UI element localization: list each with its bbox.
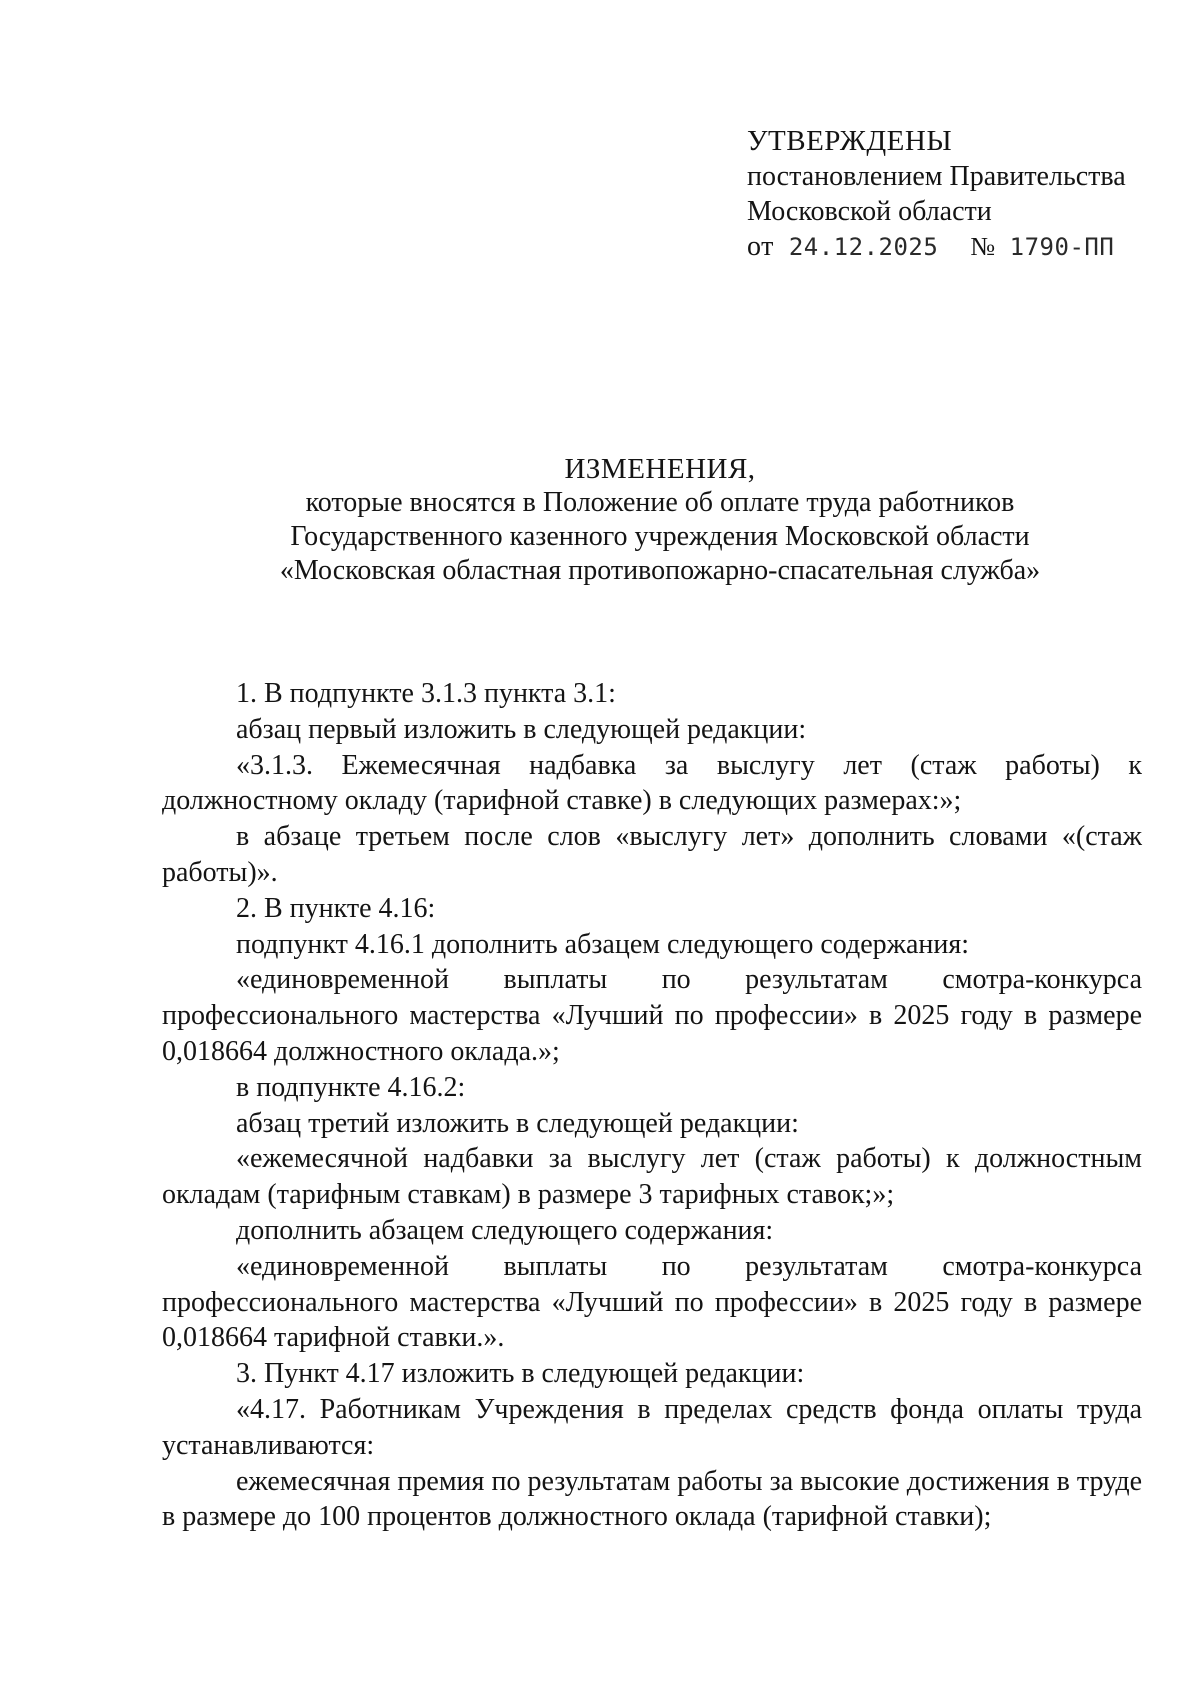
heading-title: ИЗМЕНЕНИЯ,: [564, 453, 756, 485]
paragraph: 2. В пункте 4.16:: [236, 892, 436, 924]
document-body: [162, 676, 1142, 1535]
paragraph: «ежемесячной надбавки за выслугу лет (стаж работы) к должностным окладам (тарифным ставкам) в размере 3 тарифных ставок;»;: [162, 1143, 1142, 1211]
paragraph: «4.17. Работникам Учреждения в пределах средств фонда оплаты труда устанавливаются:: [162, 1393, 1142, 1461]
approval-number: 1790-ПП: [1009, 233, 1115, 261]
paragraph: «3.1.3. Ежемесячная надбавка за выслугу лет (стаж работы) к должностному окладу (тарифной ставке) в следующих размерах:»;: [162, 749, 1142, 817]
approval-stamp: УТВЕРЖДЕНЫ: [747, 125, 953, 157]
paragraph: ежемесячная премия по результатам работы за высокие достижения в труде в размере до 100 процентов должностного оклада (тарифной ставки);: [162, 1465, 1142, 1533]
heading-line-3: «Московская областная противопожарно-спасательная служба»: [279, 555, 1041, 586]
date-prefix: от: [747, 231, 774, 262]
document-heading: [160, 452, 1160, 588]
paragraph: 1. В подпункте 3.1.3 пункта 3.1:: [236, 678, 616, 709]
paragraph: «единовременной выплаты по результатам смотра-конкурса профессионального мастерства «Лучший по профессии» в 2025 году в размере 0,018664 должностного оклада.»;: [162, 964, 1142, 1067]
approval-line-government: постановлением Правительства: [747, 161, 1126, 192]
number-sign: №: [970, 232, 996, 261]
paragraph: дополнить абзацем следующего содержания:: [236, 1214, 774, 1246]
paragraph: «единовременной выплаты по результатам смотра-конкурса профессионального мастерства «Лучший по профессии» в 2025 году в размере 0,018664 тарифной ставки.».: [162, 1250, 1142, 1354]
paragraph: абзац первый изложить в следующей редакции:: [236, 713, 807, 745]
paragraph: в подпункте 4.16.2:: [236, 1071, 466, 1103]
heading-line-2: Государственного казенного учреждения Московской области: [290, 521, 1030, 552]
paragraph: абзац третий изложить в следующей редакции:: [236, 1107, 799, 1139]
paragraph: подпункт 4.16.1 дополнить абзацем следующего содержания:: [236, 928, 970, 960]
paragraph: 3. Пункт 4.17 изложить в следующей редакции:: [236, 1358, 805, 1390]
approval-block: [747, 124, 1167, 265]
heading-line-1: которые вносятся в Положение об оплате труда работников: [305, 487, 1015, 518]
paragraph: в абзаце третьем после слов «выслугу лет» дополнить словами «(стаж работы)».: [162, 821, 1142, 888]
approval-date-line: [747, 229, 1167, 265]
approval-date: 24.12.2025: [788, 233, 939, 261]
approval-line-region: Московской области: [747, 196, 992, 227]
